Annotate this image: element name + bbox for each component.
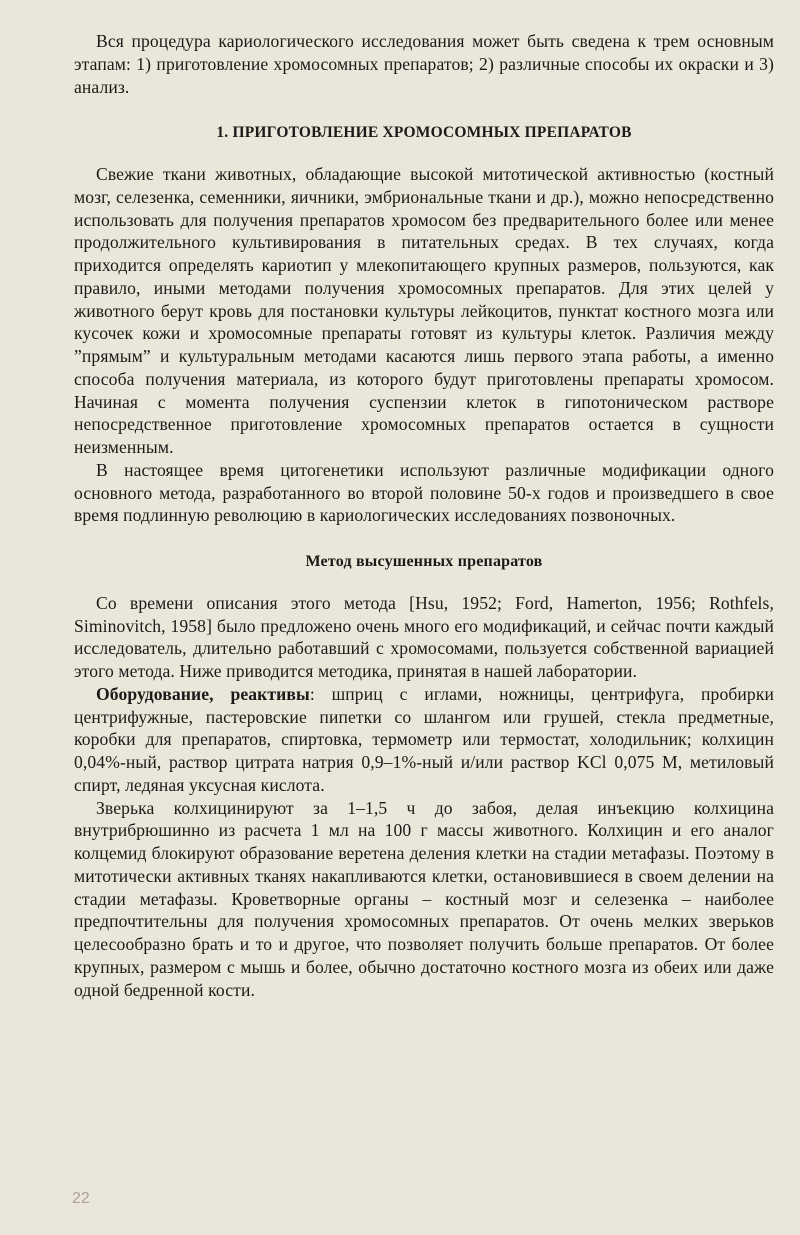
equipment-label: Оборудование, реактивы [96,683,310,704]
paragraph-method-history: Со времени описания этого метода [Hsu, 1952; Ford, Hamerton, 1956; Rothfels, Siminovitch, 1958] было предложено очень много его модификаций, и сейчас почти каждый исследователь, длительно работавший с хромосомами, пользуется собственной вариацией этого метода. Ниже приводится методика, принятая в нашей лаборатории. [74,592,774,681]
section-heading-preparation: 1. ПРИГОТОВЛЕНИЕ ХРОМОСОМНЫХ ПРЕПАРАТОВ [216,124,632,142]
text-block [74,30,774,1001]
paragraph-fresh-tissues: Свежие ткани животных, обладающие высокой митотической активностью (костный мозг, селезенка, семенники, яичники, эмбриональные ткани и др.), можно непосредственно использовать для получения препаратов хромосом без предварительного более или менее продолжительного культивирования в питательных средах. В тех случаях, когда приходится определять кариотип у млекопитающего крупных размеров, пользуются, как правило, иными методами получения хромосомных препаратов. Для этих целей у животного берут кровь для постановки культуры лейкоцитов, пунктат костного мозга или кусочек кожи и хромосомные препараты готовят из культуры клеток. Различия между ”прямым” и культуральным методами касаются лишь первого этапа работы, а именно способа получения материала, из которого будут приготовлены препараты хромосом. Начиная с момента получения суспензии клеток в гипотоническом растворе непосредственное приготовление хромосомных препаратов остается в сущности неизменным. [74,164,774,457]
section-heading-dried-method: Метод высушенных препаратов [305,553,543,570]
paragraph-modifications: В настоящее время цитогенетики используют различные модификации одного основного метода, разработанного во второй половине 50-х годов и произведшего в свое время подлинную революцию в кариологических исследованиях позвоночных. [74,459,774,526]
intro-paragraph: Вся процедура кариологического исследования может быть сведена к трем основным этапам: 1) приготовление хромосомных препаратов; 2) различные способы их окраски и 3) анализ. [74,31,774,97]
equipment-text: : шприц с иглами, ножницы, центрифуга, пробирки центрифужные, пастеровские пипетки со шлангом или грушей, стекла предметные, коробки для препаратов, спиртовка, термометр или термостат, холодильник; колхицин 0,04%-ный, раствор цитрата натрия 0,9–1%-ный и/или раствор KCl 0,075 M, метиловый спирт, ледяная уксусная кислота. [74,683,774,795]
page-number: 22 [72,1190,90,1207]
paragraph-colchicine: Зверька колхицинируют за 1–1,5 ч до забоя, делая инъекцию колхицина внутрибрюшинно из расчета 1 мл на 100 г массы животного. Колхицин и его аналог колцемид блокируют образование веретена деления клетки на стадии метафазы. Поэтому в митотически активных тканях накапливаются клетки, остановившиеся в своем делении на стадии метафазы. Кроветворные органы – костный мозг и селезенка – наиболее предпочтительны для получения хромосомных препаратов. От очень мелких зверьков целесообразно брать и то и другое, что позволяет получить больше препаратов. От более крупных, размером с мышь и более, обычно достаточно костного мозга из обеих или даже одной бедренной кости. [74,797,774,1000]
paragraph-equipment [74,683,774,797]
